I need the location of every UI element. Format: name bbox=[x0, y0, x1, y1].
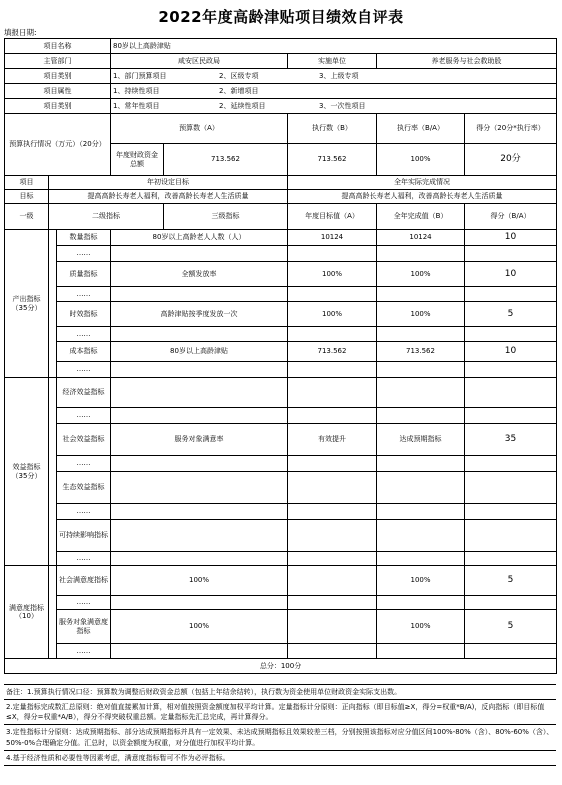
score-col-header: 得分（20分*执行率） bbox=[465, 114, 557, 144]
cost-indicator: 80岁以上高龄津贴 bbox=[111, 342, 288, 362]
score-header: 得分（B/A） bbox=[465, 204, 557, 230]
actual-goal-text: 提高高龄长寿老人福利，改善高龄长寿老人生活质量 bbox=[288, 190, 557, 204]
social-benefit-label: 社会效益指标 bbox=[57, 424, 111, 456]
attr-option: 1、持续性项目 bbox=[113, 86, 160, 95]
ellipsis-cell: …… bbox=[57, 596, 111, 610]
level2-header: 二级指标 bbox=[49, 204, 164, 230]
rate-col-header: 执行率（B/A） bbox=[377, 114, 465, 144]
type-option: 2、延续性项目 bbox=[219, 101, 266, 110]
spacer-cell bbox=[49, 378, 57, 566]
service-satisfaction-actual: 100% bbox=[377, 610, 465, 644]
social-benefit-target: 有效提升 bbox=[288, 424, 377, 456]
level3-header: 三级指标 bbox=[164, 204, 288, 230]
cost-label: 成本指标 bbox=[57, 342, 111, 362]
social-satisfaction-actual: 100% bbox=[377, 566, 465, 596]
attr-label: 项目属性 bbox=[5, 84, 111, 99]
attr-option: 2、新增项目 bbox=[219, 86, 259, 95]
social-benefit-score: 35 bbox=[465, 424, 557, 456]
output-indicator-label: 产出指标（35分） bbox=[5, 230, 49, 378]
impl-unit-value: 养老服务与社会救助股 bbox=[377, 54, 557, 69]
dept-value: 咸安区民政局 bbox=[111, 54, 288, 69]
exec-col-header: 执行数（B） bbox=[288, 114, 377, 144]
qty-score: 10 bbox=[465, 230, 557, 246]
actual-header: 全年完成值（B） bbox=[377, 204, 465, 230]
note-4: 4.基于经济性质和必要性等因素考虑，满意度指标暂可不作为必评指标。 bbox=[4, 751, 556, 766]
ellipsis-cell: …… bbox=[57, 327, 111, 342]
service-satisfaction-target: 100% bbox=[111, 610, 288, 644]
social-satisfaction-score: 5 bbox=[465, 566, 557, 596]
qty-target: 10124 bbox=[288, 230, 377, 246]
type-label: 项目类别 bbox=[5, 99, 111, 114]
ellipsis-cell: …… bbox=[57, 552, 111, 566]
ellipsis-cell: …… bbox=[57, 504, 111, 520]
impl-unit-label: 实施单位 bbox=[288, 54, 377, 69]
attr-options bbox=[111, 84, 557, 99]
fill-date-label: 填报日期: bbox=[4, 28, 37, 37]
budget-col-header: 预算数（A） bbox=[111, 114, 288, 144]
qual-indicator: 全额发放率 bbox=[111, 262, 288, 287]
note-2: 2.定量指标完成数汇总原则：绝对值直接累加计算，相对值按照资金额度加权平均计算。定量指标计分原则：正向指标（即目标值≥X，得分=权重*B/A)，反向指标（即目标值≤X，得分=权重*A/B），得分不得突破权重总额。定量指标先汇总完成，再计算得分。 bbox=[4, 700, 556, 725]
spacer-cell bbox=[49, 230, 57, 378]
total-score: 总分：100分 bbox=[5, 659, 557, 674]
service-satisfaction-score: 5 bbox=[465, 610, 557, 644]
category-option: 2、区级专项 bbox=[219, 71, 259, 80]
qty-actual: 10124 bbox=[377, 230, 465, 246]
ellipsis-cell: …… bbox=[57, 408, 111, 424]
note-1: 备注：1.预算执行情况口径：预算数为调整后财政资金总额（包括上年结余结转），执行数为资金使用单位财政资金实际支出数。 bbox=[4, 684, 556, 700]
cost-actual: 713.562 bbox=[377, 342, 465, 362]
category-label: 项目类别 bbox=[5, 69, 111, 84]
type-option: 3、一次性项目 bbox=[319, 101, 366, 110]
level1-header: 一级 bbox=[5, 204, 49, 230]
page-title: 2022年度高龄津贴项目绩效自评表 bbox=[158, 8, 404, 26]
time-target: 100% bbox=[288, 302, 377, 327]
ellipsis-cell: …… bbox=[57, 246, 111, 262]
rate-value: 100% bbox=[377, 144, 465, 176]
budget-label: 预算执行情况（万元）（20分） bbox=[5, 114, 111, 176]
sustain-label: 可持续影响指标 bbox=[57, 520, 111, 552]
qty-label: 数量指标 bbox=[57, 230, 111, 246]
target-header: 年度目标值（A） bbox=[288, 204, 377, 230]
spacer-cell bbox=[49, 566, 57, 659]
qual-label: 质量指标 bbox=[57, 262, 111, 287]
budget-value: 713.562 bbox=[164, 144, 288, 176]
social-benefit-actual: 达成预期指标 bbox=[377, 424, 465, 456]
time-actual: 100% bbox=[377, 302, 465, 327]
ellipsis-cell: …… bbox=[57, 287, 111, 302]
qty-indicator: 80岁以上高龄老人人数（人） bbox=[111, 230, 288, 246]
initial-goal-header: 年初设定目标 bbox=[49, 176, 288, 190]
fund-total-label: 年度财政资金总额 bbox=[111, 144, 164, 176]
type-options bbox=[111, 99, 557, 114]
project-name-label: 项目名称 bbox=[5, 39, 111, 54]
exec-value: 713.562 bbox=[288, 144, 377, 176]
dept-label: 主管部门 bbox=[5, 54, 111, 69]
eco-benefit-label: 生态效益指标 bbox=[57, 472, 111, 504]
ellipsis-cell: …… bbox=[57, 362, 111, 378]
category-option: 1、部门预算项目 bbox=[113, 71, 167, 80]
note-3: 3.定性指标计分原则：达成预期指标、部分达成预期指标并具有一定效果、未达成预期指标且效果较差三档，分别按照该指标对应分值区间100%-80%（含）、80%-60%（含）、50%-0%合理确定分值。汇总时，以资金额度为权重，对分值进行加权平均计算。 bbox=[4, 725, 556, 750]
cost-score: 10 bbox=[465, 342, 557, 362]
type-option: 1、常年性项目 bbox=[113, 101, 160, 110]
qual-score: 10 bbox=[465, 262, 557, 287]
actual-goal-header: 全年实际完成情况 bbox=[288, 176, 557, 190]
qual-actual: 100% bbox=[377, 262, 465, 287]
evaluation-table bbox=[4, 38, 557, 674]
notes-section bbox=[4, 684, 556, 766]
social-satisfaction-label: 社会满意度指标 bbox=[57, 566, 111, 596]
time-score: 5 bbox=[465, 302, 557, 327]
time-label: 时效指标 bbox=[57, 302, 111, 327]
initial-goal-text: 提高高龄长寿老人福利，改善高龄长寿老人生活质量 bbox=[49, 190, 288, 204]
benefit-indicator-label: 效益指标（35分） bbox=[5, 378, 49, 566]
service-satisfaction-label: 服务对象满意度指标 bbox=[57, 610, 111, 644]
budget-score: 20分 bbox=[465, 144, 557, 176]
goal-label-1: 项目 bbox=[5, 176, 49, 190]
time-indicator: 高龄津贴按季度发放一次 bbox=[111, 302, 288, 327]
ellipsis-cell: …… bbox=[57, 456, 111, 472]
cost-target: 713.562 bbox=[288, 342, 377, 362]
project-name-value: 80岁以上高龄津贴 bbox=[111, 39, 557, 54]
qual-target: 100% bbox=[288, 262, 377, 287]
category-options bbox=[111, 69, 557, 84]
social-benefit-indicator: 服务对象满意率 bbox=[111, 424, 288, 456]
econ-benefit-label: 经济效益指标 bbox=[57, 378, 111, 408]
social-satisfaction-target: 100% bbox=[111, 566, 288, 596]
satisfaction-indicator-label: 满意度指标（10） bbox=[5, 566, 49, 659]
goal-label-2: 目标 bbox=[5, 190, 49, 204]
ellipsis-cell: …… bbox=[57, 644, 111, 659]
category-option: 3、上级专项 bbox=[319, 71, 359, 80]
